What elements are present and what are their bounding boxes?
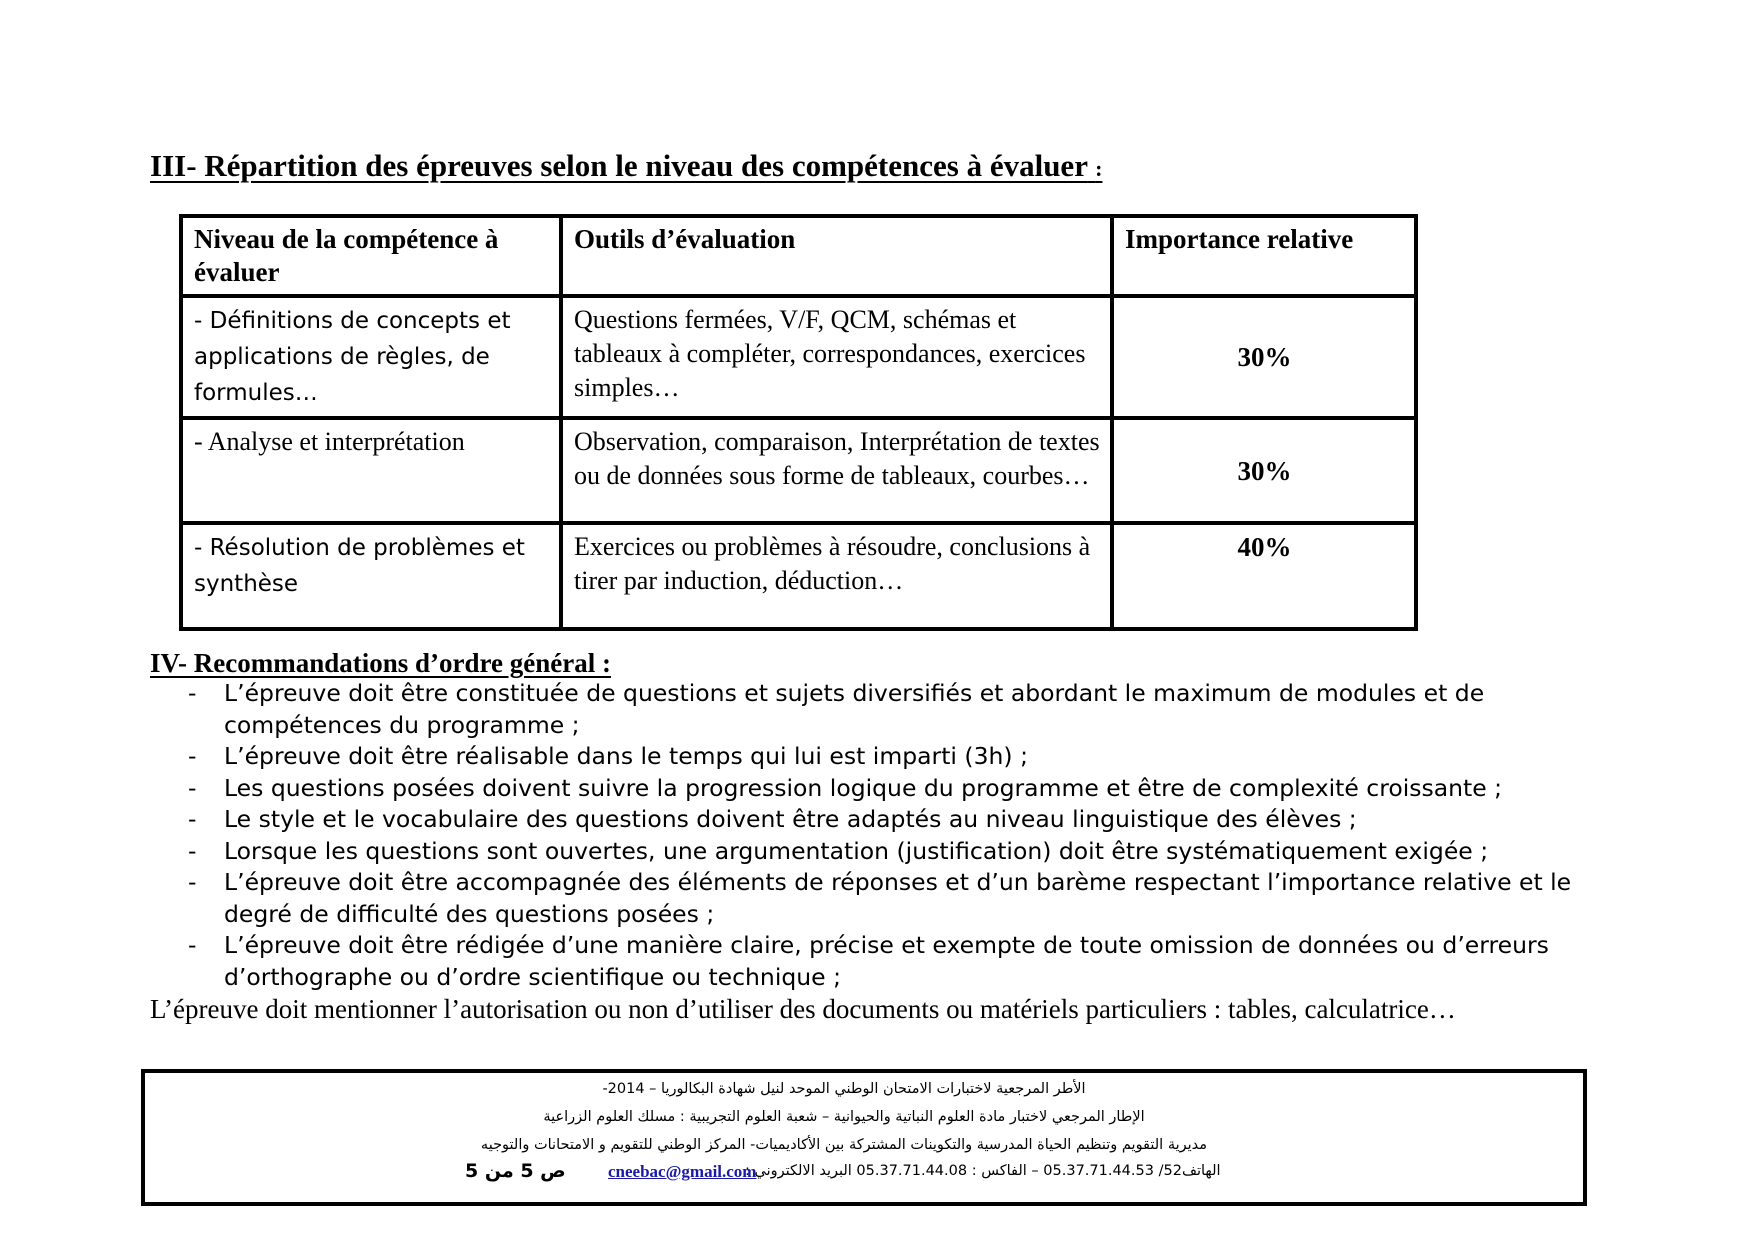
section-3-title-text: III- Répartition des épreuves selon le niveau des compétences à évaluer bbox=[150, 148, 1088, 183]
list-item bbox=[182, 804, 1602, 836]
bullet-dash: - bbox=[188, 742, 197, 770]
list-item-text: Lorsque les questions sont ouvertes, une argumentation (justification) doit être systématiquement exigée ; bbox=[224, 836, 1489, 865]
list-item bbox=[182, 867, 1602, 930]
tools-cell: Questions fermées, V/F, QCM, schémas et tableaux à compléter, correspondances, exercices simples… bbox=[561, 296, 1112, 418]
section-3-title bbox=[150, 148, 1102, 184]
table-header-row bbox=[181, 216, 1416, 296]
section-4-title: IV- Recommandations d’ordre général : bbox=[150, 648, 611, 678]
footer-contact: الهاتف52/ 05.37.71.44.53 – الفاكس : 05.37.71.44.08 البريد الالكتروني : bbox=[745, 1163, 1221, 1179]
list-item-text: L’épreuve doit être accompagnée des éléments de réponses et d’un barème respectant l’importance relative et le degré de difficulté des questions posées ; bbox=[224, 868, 1572, 928]
list-item bbox=[182, 930, 1602, 993]
list-item-text: Le style et le vocabulaire des questions doivent être adaptés au niveau linguistique des élèves ; bbox=[224, 805, 1357, 833]
header-tools: Outils d’évaluation bbox=[561, 216, 1112, 296]
bullet-dash: - bbox=[188, 805, 197, 833]
list-item-text: L’épreuve doit être constituée de questions et sujets diversifiés et abordant le maximum de modules et de compétences du programme ; bbox=[224, 679, 1485, 739]
importance-cell: 40% bbox=[1112, 523, 1416, 629]
importance-cell: 30% bbox=[1112, 296, 1416, 418]
level-cell: - Analyse et interprétation bbox=[181, 418, 561, 523]
list-item-text: Les questions posées doivent suivre la progression logique du programme et être de complexité croissante ; bbox=[224, 773, 1503, 802]
list-item bbox=[182, 836, 1602, 868]
bullet-dash: - bbox=[188, 679, 197, 707]
importance-cell: 30% bbox=[1112, 418, 1416, 523]
bullet-dash: - bbox=[188, 868, 197, 896]
list-item bbox=[182, 678, 1602, 741]
recommendations-list bbox=[182, 678, 1602, 993]
level-cell: - Résolution de problèmes et synthèse bbox=[181, 523, 561, 629]
section-3-title-colon: : bbox=[1095, 156, 1103, 181]
footer-box bbox=[141, 1069, 1587, 1206]
bullet-dash: - bbox=[188, 836, 197, 865]
table-row bbox=[181, 418, 1416, 523]
list-item bbox=[182, 741, 1602, 773]
bullet-dash: - bbox=[188, 931, 197, 959]
table-row bbox=[181, 523, 1416, 629]
bullet-dash: - bbox=[188, 773, 197, 802]
table-row bbox=[181, 296, 1416, 418]
tools-cell: Exercices ou problèmes à résoudre, conclusions à tirer par induction, déduction… bbox=[561, 523, 1112, 629]
footer-email-link[interactable]: cneebac@gmail.com bbox=[608, 1162, 757, 1181]
header-importance: Importance relative bbox=[1112, 216, 1416, 296]
footer-line-1: الأطر المرجعية لاختبارات الامتحان الوطني الموحد لنيل شهادة البكالوريا – 2014- bbox=[602, 1081, 1086, 1097]
tools-cell: Observation, comparaison, Interprétation de textes ou de données sous forme de tableaux, courbes… bbox=[561, 418, 1112, 523]
footer-line-2: الإطار المرجعي لاختبار مادة العلوم النباتية والحيوانية – شعبة العلوم التجريبية : مسلك العلوم الزراعية bbox=[543, 1109, 1145, 1125]
level-cell: - Définitions de concepts et applications de règles, de formules… bbox=[181, 296, 561, 418]
list-item bbox=[182, 773, 1602, 805]
closing-statement: L’épreuve doit mentionner l’autorisation ou non d’utiliser des documents ou matériels particuliers : tables, calculatrice… bbox=[150, 994, 1456, 1024]
list-item-text: L’épreuve doit être réalisable dans le temps qui lui est imparti (3h) ; bbox=[224, 742, 1028, 770]
competence-table bbox=[179, 214, 1418, 631]
list-item-text: L’épreuve doit être rédigée d’une manière claire, précise et exempte de toute omission de données ou d’erreurs d’orthographe ou d’ordre scientifique ou technique ; bbox=[224, 931, 1549, 991]
page-number: ص 5 من 5 bbox=[465, 1160, 566, 1182]
header-level: Niveau de la compétence à évaluer bbox=[181, 216, 561, 296]
footer-line-3: مديرية التقويم وتنظيم الحياة المدرسية والتكوينات المشتركة بين الأكاديميات- المركز الوطني للتقويم و الامتحانات والتوجيه bbox=[480, 1137, 1208, 1153]
